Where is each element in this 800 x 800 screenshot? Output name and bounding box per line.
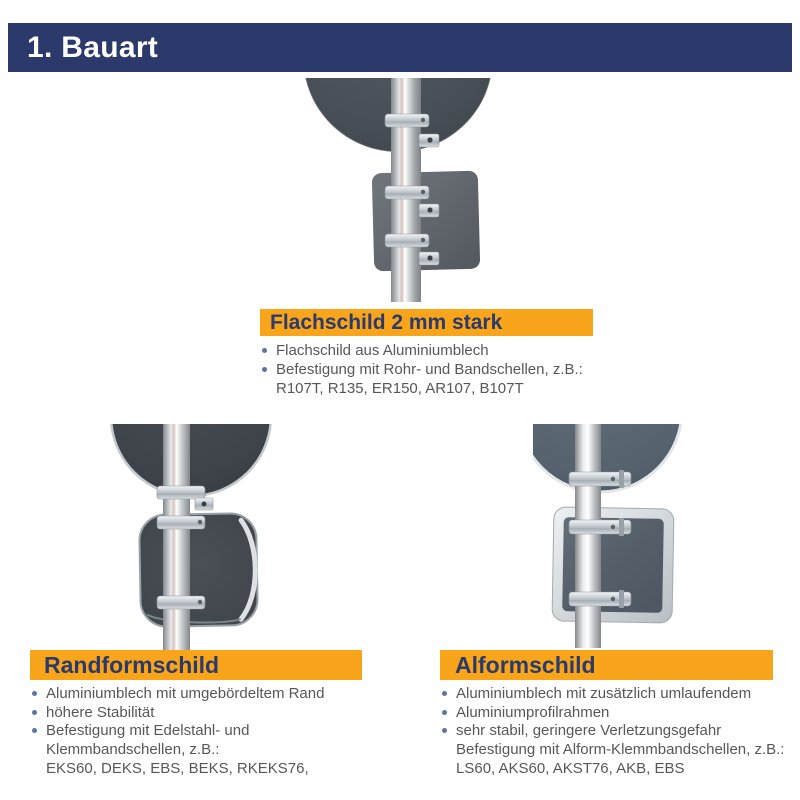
bullet-icon	[32, 691, 37, 696]
list-item-continuation: EKS60, DEKS, EBS, BEKS, RKEKS76,	[46, 759, 309, 777]
flachschild-bullet-list	[261, 341, 597, 398]
band-clamp	[157, 596, 205, 609]
randformschild-photo-illustration	[103, 424, 320, 650]
band-clamp	[569, 518, 631, 536]
alformschild-title: Alformschild	[455, 651, 596, 678]
list-item-continuation: Klemmbandschellen, z.B.:	[46, 741, 220, 759]
band-clamp	[569, 590, 631, 608]
sign-pole	[163, 424, 190, 650]
flachschild-photo-illustration	[283, 78, 545, 302]
list-item: Flachschild aus Aluminiumblech	[261, 341, 597, 360]
band-clamp	[157, 516, 205, 529]
flachschild-photo	[283, 78, 545, 302]
list-item: sehr stabil, geringere Verletzungsgefahr	[441, 721, 797, 740]
list-item: Aluminiumprofilrahmen	[441, 703, 797, 722]
sign-pole	[575, 424, 601, 648]
list-item: Aluminiumblech mit zusätzlich umlaufendem	[441, 684, 797, 703]
bullet-icon	[442, 691, 447, 696]
bullet-icon	[262, 348, 267, 353]
bullet-icon	[442, 710, 447, 715]
bullet-icon	[442, 728, 447, 733]
bullet-icon	[32, 728, 37, 733]
alformschild-banner	[440, 650, 773, 680]
randformschild-title: Randformschild	[44, 651, 220, 678]
alformschild-photo-illustration	[533, 424, 750, 648]
bullet-icon	[262, 367, 267, 372]
randformschild-banner	[30, 650, 362, 680]
sign-disc-back	[111, 424, 271, 496]
randformschild-photo	[103, 424, 320, 650]
bullet-icon	[32, 710, 37, 715]
list-item-continuation: LS60, AKS60, AKST76, AKB, EBS	[456, 759, 685, 777]
list-item: Befestigung mit Rohr- und Bandschellen, z.B.:	[261, 360, 597, 379]
flachschild-banner	[260, 309, 593, 336]
band-clamp	[569, 470, 631, 488]
alformschild-photo	[533, 424, 750, 648]
randformschild-bullet-list	[31, 684, 391, 777]
list-item: Aluminiumblech mit umgebördeltem Rand	[31, 684, 391, 703]
title-bar	[8, 23, 792, 72]
flachschild-title: Flachschild 2 mm stark	[270, 310, 503, 334]
list-item: höhere Stabilität	[31, 703, 391, 722]
list-item-continuation: Befestigung mit Alform-Klemmbandschellen, z.B.:	[456, 741, 785, 759]
page-title: 1. Bauart	[27, 30, 159, 64]
alformschild-bullet-list	[441, 684, 797, 777]
randform-sign-panel	[139, 513, 258, 627]
list-item: Befestigung mit Edelstahl- und	[31, 721, 391, 740]
list-item-continuation: R107T, R135, ER150, AR107, B107T	[276, 380, 524, 397]
